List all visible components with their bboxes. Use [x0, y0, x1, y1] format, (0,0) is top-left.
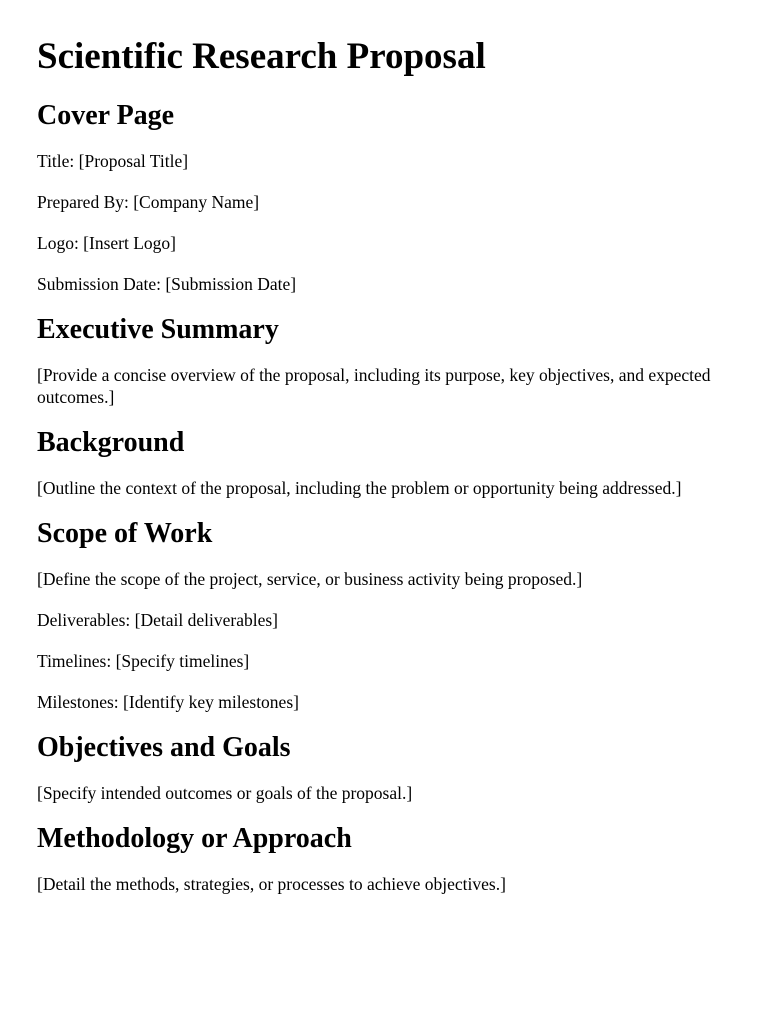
scope-of-work-section: [37, 518, 724, 713]
scope-of-work-heading: Scope of Work: [37, 518, 213, 549]
background-body: [Outline the context of the proposal, including the problem or opportunity being addressed.]: [37, 478, 682, 498]
cover-page-heading: Cover Page: [37, 100, 175, 131]
submission-date-line: Submission Date: [Submission Date]: [37, 274, 297, 294]
background-heading: Background: [37, 427, 185, 458]
proposal-title-line: Title: [Proposal Title]: [37, 151, 189, 171]
milestones-line: Milestones: [Identify key milestones]: [37, 692, 299, 712]
prepared-by-line: Prepared By: [Company Name]: [37, 192, 260, 212]
objectives-and-goals-body: [Specify intended outcomes or goals of the proposal.]: [37, 783, 413, 803]
scope-of-work-body: [Define the scope of the project, service, or business activity being proposed.]: [37, 569, 583, 589]
methodology-section: [37, 823, 724, 895]
deliverables-line: Deliverables: [Detail deliverables]: [37, 610, 279, 630]
logo-line: Logo: [Insert Logo]: [37, 233, 176, 253]
objectives-and-goals-section: [37, 732, 724, 804]
cover-page-section: [37, 100, 724, 295]
executive-summary-body: [Provide a concise overview of the proposal, including its purpose, key objectives, and expected outcomes.]: [37, 365, 711, 407]
timelines-line: Timelines: [Specify timelines]: [37, 651, 250, 671]
executive-summary-heading: Executive Summary: [37, 314, 279, 345]
objectives-and-goals-heading: Objectives and Goals: [37, 732, 291, 763]
background-section: [37, 427, 724, 499]
executive-summary-section: [37, 314, 724, 408]
document-title: Scientific Research Proposal: [37, 36, 486, 77]
methodology-body: [Detail the methods, strategies, or processes to achieve objectives.]: [37, 874, 506, 894]
methodology-heading: Methodology or Approach: [37, 823, 352, 854]
